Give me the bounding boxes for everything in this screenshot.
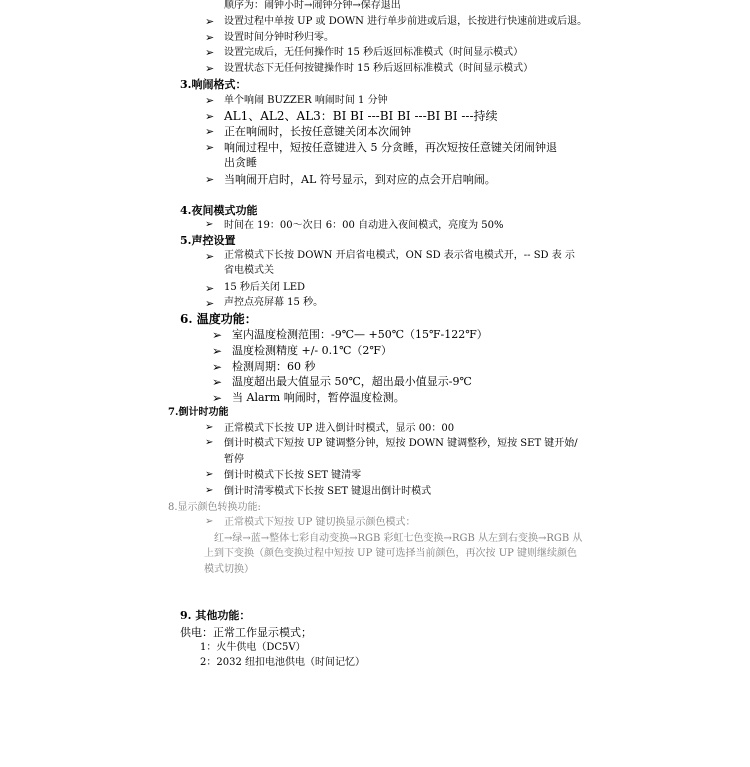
- bullet-icon: ➢: [205, 141, 215, 154]
- bullet-icon: ➢: [205, 125, 215, 138]
- section-heading: 9. 其他功能：: [180, 609, 251, 622]
- bullet-icon: ➢: [205, 62, 215, 75]
- section-heading: 4.夜间模式功能: [180, 204, 258, 217]
- text-line: 供电：正常工作显示模式；: [180, 626, 312, 639]
- text-line: 2：2032 纽扣电池供电（时间记忆）: [200, 657, 365, 668]
- text-line: 1：火牛供电（DC5V）: [200, 642, 306, 653]
- text-line: 设置状态下无任何按键操作时 15 秒后返回标准模式（时间显示模式）: [224, 63, 534, 74]
- text-line: 正常模式下短按 UP 键切换显示颜色模式：: [224, 517, 416, 528]
- text-line: 顺序为：闹钟小时→闹钟分钟→保存退出: [224, 0, 401, 11]
- text-line: 响闹过程中，短按任意键进入 5 分贪睡，再次短按任意键关闭闹钟退: [224, 141, 557, 154]
- bullet-icon: ➢: [205, 94, 215, 107]
- bullet-icon: ➢: [205, 297, 215, 310]
- bullet-icon: ➢: [205, 31, 215, 44]
- text-line: 倒计时模式下长按 SET 键清零: [224, 470, 362, 481]
- text-line: 设置时间分钟时秒归零。: [224, 32, 334, 43]
- section-heading: 8.显示颜色转换功能:: [168, 502, 261, 513]
- text-line: 模式切换）: [204, 564, 254, 575]
- bullet-icon: ➢: [205, 15, 215, 28]
- text-line: 时间在 19：00～次日 6：00 自动进入夜间模式，亮度为 50%: [224, 220, 504, 231]
- bullet-icon: ➢: [212, 360, 223, 374]
- text-line: AL1、AL2、AL3：BI BI ---BI BI ---BI BI ---持续: [224, 109, 498, 123]
- bullet-icon: ➢: [205, 437, 214, 448]
- bullet-icon: ➢: [205, 516, 214, 527]
- text-line: 室内温度检测范围：-9℃— +50℃（15℉-122℉）: [232, 328, 488, 341]
- text-line: 设置完成后，无任何操作时 15 秒后返回标准模式（时间显示模式）: [224, 47, 524, 58]
- section-heading: 3.响闹格式：: [180, 78, 247, 91]
- text-line: 倒计时清零模式下长按 SET 键退出倒计时模式: [224, 486, 432, 497]
- text-line: 正在响闹时，长按任意键关闭本次闹钟: [224, 125, 411, 138]
- bullet-icon: ➢: [205, 173, 215, 186]
- text-line: 温度超出最大值显示 50℃，超出最小值显示-9℃: [232, 375, 472, 388]
- text-line: 声控点亮屏幕 15 秒。: [224, 297, 324, 308]
- text-line: 正常模式下长按 DOWN 开启省电模式，ON SD 表示省电模式开，-- SD 表 示: [224, 250, 575, 261]
- bullet-icon: ➢: [212, 375, 223, 389]
- bullet-icon: ➢: [205, 219, 214, 230]
- bullet-icon: ➢: [205, 469, 214, 480]
- text-line: 15 秒后关闭 LED: [224, 282, 306, 293]
- bullet-icon: ➢: [205, 250, 215, 263]
- text-line: 倒计时模式下短按 UP 键调整分钟，短按 DOWN 键调整秒，短按 SET 键开始/: [224, 438, 578, 449]
- bullet-icon: ➢: [205, 110, 215, 123]
- text-line: 红→绿→蓝→整体七彩自动变换→RGB 彩虹七色变换→RGB 从左到右变换→RGB 从: [214, 533, 583, 544]
- bullet-icon: ➢: [205, 422, 214, 433]
- text-line: 单个响闹 BUZZER 响闹时间 1 分钟: [224, 95, 388, 106]
- bullet-icon: ➢: [205, 46, 215, 59]
- text-line: 检测周期：60 秒: [232, 360, 316, 373]
- text-line: 暂停: [224, 454, 244, 465]
- text-line: 设置过程中单按 UP 或 DOWN 进行单步前进或后退，长按进行快速前进或后退。: [224, 16, 588, 27]
- section-heading: 5.声控设置: [180, 234, 236, 247]
- section-heading: 7.倒计时功能: [168, 407, 229, 418]
- bullet-icon: ➢: [212, 328, 223, 342]
- text-line: 当 Alarm 响闹时，暂停温度检测。: [232, 391, 405, 404]
- bullet-icon: ➢: [212, 344, 223, 358]
- bullet-icon: ➢: [205, 485, 214, 496]
- text-line: 温度检测精度 +/- 0.1℃（2℉）: [232, 344, 392, 357]
- text-line: 正常模式下长按 UP 进入倒计时模式，显示 00：00: [224, 423, 455, 434]
- text-line: 上到下变换（颜色变换过程中短按 UP 键可选择当前颜色，再次按 UP 键则继续颜色: [204, 548, 578, 559]
- text-line: 出贪睡: [224, 156, 257, 169]
- text-line: 当响闹开启时，AL 符号显示，到对应的点会开启响闹。: [224, 173, 496, 186]
- bullet-icon: ➢: [212, 391, 223, 405]
- section-heading: 6. 温度功能：: [180, 312, 257, 326]
- text-line: 省电模式关: [224, 265, 274, 276]
- bullet-icon: ➢: [205, 282, 215, 295]
